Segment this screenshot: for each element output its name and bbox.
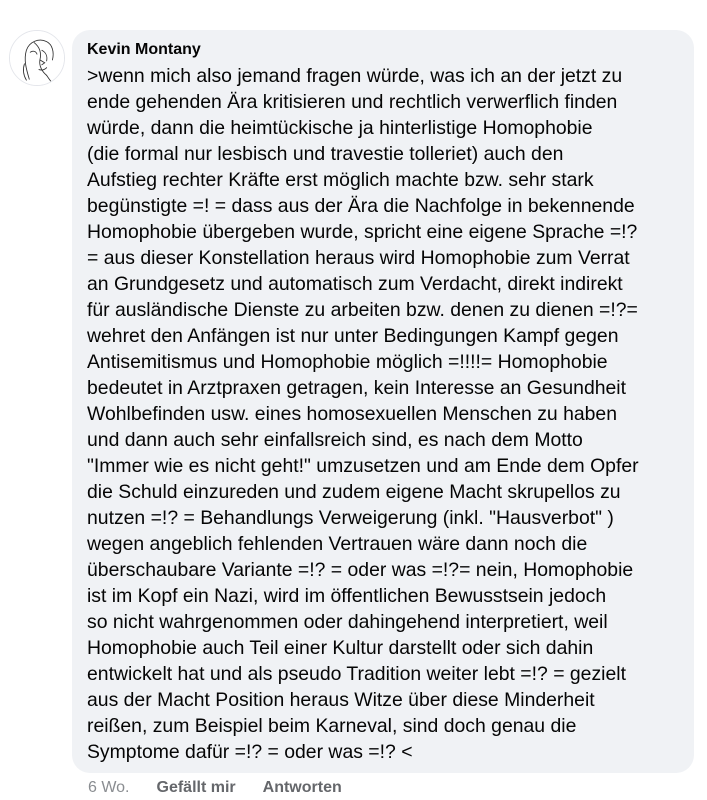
comment-bubble bbox=[72, 30, 694, 773]
reply-button[interactable]: Antworten bbox=[262, 779, 342, 796]
comment-author-name[interactable]: Kevin Montany bbox=[87, 41, 201, 58]
line-drawing-face-icon bbox=[10, 31, 64, 85]
avatar[interactable] bbox=[9, 30, 65, 86]
comment-timestamp[interactable]: 6 Wo. bbox=[88, 779, 130, 796]
comment-text: >wenn mich also jemand fragen würde, was ich an der jetzt zu ende gehenden Ära kritisieren und rechtlich verwerflich finden würde, dann die heimtückische ja hinterlistige Homophobie (die formal nur lesbisch und travestie tolleriet) auch den Aufstieg rechter Kräfte erst möglich machte bzw. sehr stark begünstigte =! = dass aus der Ära die Nachfolge in bekennende Homophobie übergeben wurde, spricht eine eigene Sprache =!? = aus dieser Konstellation heraus wird Homophobie zum Verrat an Grundgesetz und automatisch zum Verdacht, direkt indirekt für ausländische Dienste zu arbeiten bzw. denen zu dienen =!?= wehret den Anfängen ist nur unter Bedingungen Kampf gegen Antisemitismus und Homophobie möglich =!!!!= Homophobie bedeutet in Arztpraxen getragen, kein Interesse an Gesundheit Wohlbefinden usw. eines homosexuellen Menschen zu haben und dann auch sehr einfallsreich sind, es nach dem Motto "Immer wie es nicht geht!" umzusetzen und am Ende dem Opfer die Schuld einzureden und zudem eigene Macht skrupellos zu nutzen =!? = Behandlungs Verweigerung (inkl. "Hausverbot" ) wegen angeblich fehlenden Vertrauen wäre dann noch die überschaubare Variante =!? = oder was =!?= nein, Homophobie ist im Kopf ein Nazi, wird im öffentlichen Bewusstsein jedoch so nicht wahrgenommen oder dahingehend interpretiert, weil Homophobie auch Teil einer Kultur darstellt oder sich dahin entwickelt hat und als pseudo Tradition weiter lebt =!? = gezielt aus der Macht Position heraus Witze über diese Minderheit reißen, zum Beispiel beim Karneval, sind doch genau die Symptome dafür =!? = oder was =!? < bbox=[87, 65, 639, 763]
comment-meta-bar bbox=[88, 778, 369, 798]
like-button[interactable]: Gefällt mir bbox=[156, 779, 236, 796]
